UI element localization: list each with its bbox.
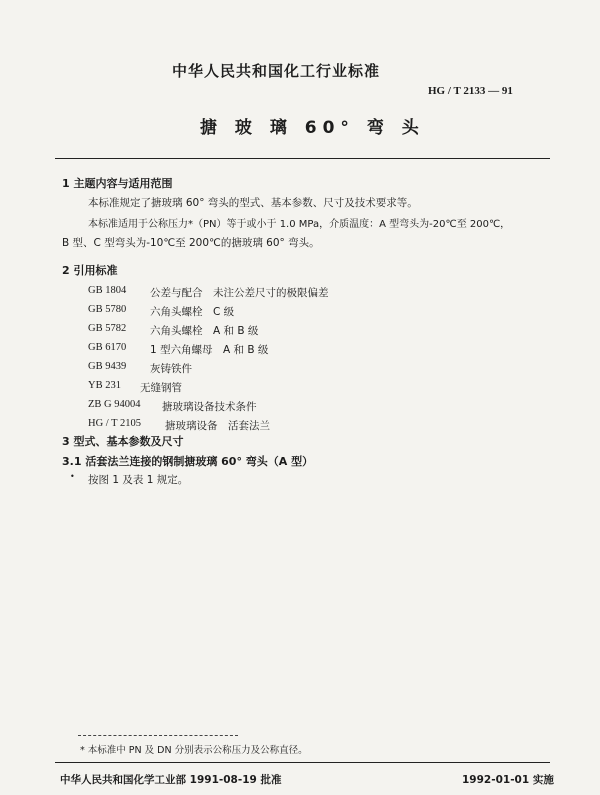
section-3-1-heading: 3.1 活套法兰连接的钢制搪玻璃 60° 弯头（A 型） xyxy=(62,455,314,468)
reference-title: 灰铸铁件 xyxy=(150,363,192,375)
reference-code: GB 5782 xyxy=(88,323,127,334)
margin-mark: • xyxy=(70,472,75,481)
document-title: 搪 玻 璃 60° 弯 头 xyxy=(200,118,425,138)
footnote-separator xyxy=(78,735,238,736)
section-2-heading: 2 引用标准 xyxy=(62,264,118,277)
issuing-organization: 中华人民共和国化工行业标准 xyxy=(172,62,381,80)
implementation-date: 1992-01-01 实施 xyxy=(462,774,554,786)
reference-code: GB 6170 xyxy=(88,342,127,353)
section-1-heading: 1 主题内容与适用范围 xyxy=(62,177,173,190)
reference-title: 无缝钢管 xyxy=(140,382,182,394)
footnote: * 本标准中 PN 及 DN 分别表示公称压力及公称直径。 xyxy=(80,745,308,756)
reference-title: 搪玻璃设备技术条件 xyxy=(162,401,257,413)
reference-title: 1 型六角螺母 A 和 B 级 xyxy=(150,344,269,356)
section-1-paragraph-1: 本标准规定了搪玻璃 60° 弯头的型式、基本参数、尺寸及技术要求等。 xyxy=(88,197,418,209)
standard-number: HG / T 2133 — 91 xyxy=(428,85,513,97)
footer-rule xyxy=(55,762,550,763)
section-3-1-text: 按图 1 及表 1 规定。 xyxy=(88,474,189,486)
reference-title: 六角头螺栓 A 和 B 级 xyxy=(150,325,259,337)
approval-line: 中华人民共和国化学工业部 1991-08-19 批准 xyxy=(60,774,282,786)
reference-title: 公差与配合 未注公差尺寸的极限偏差 xyxy=(150,287,329,299)
reference-code: YB 231 xyxy=(88,380,121,391)
reference-title: 六角头螺栓 C 级 xyxy=(150,306,235,318)
reference-code: GB 5780 xyxy=(88,304,127,315)
reference-title: 搪玻璃设备 活套法兰 xyxy=(165,420,270,432)
section-1-paragraph-2b: B 型、C 型弯头为-10℃至 200℃的搪玻璃 60° 弯头。 xyxy=(62,237,320,249)
reference-code: GB 9439 xyxy=(88,361,127,372)
reference-code: ZB G 94004 xyxy=(88,399,141,410)
reference-code: HG / T 2105 xyxy=(88,418,141,429)
header-rule xyxy=(55,158,550,159)
section-1-paragraph-2a: 本标准适用于公称压力*（PN）等于或小于 1.0 MPa，介质温度：A 型弯头为-20℃至 200℃， xyxy=(88,219,511,230)
section-3-heading: 3 型式、基本参数及尺寸 xyxy=(62,435,184,448)
reference-code: GB 1804 xyxy=(88,285,127,296)
